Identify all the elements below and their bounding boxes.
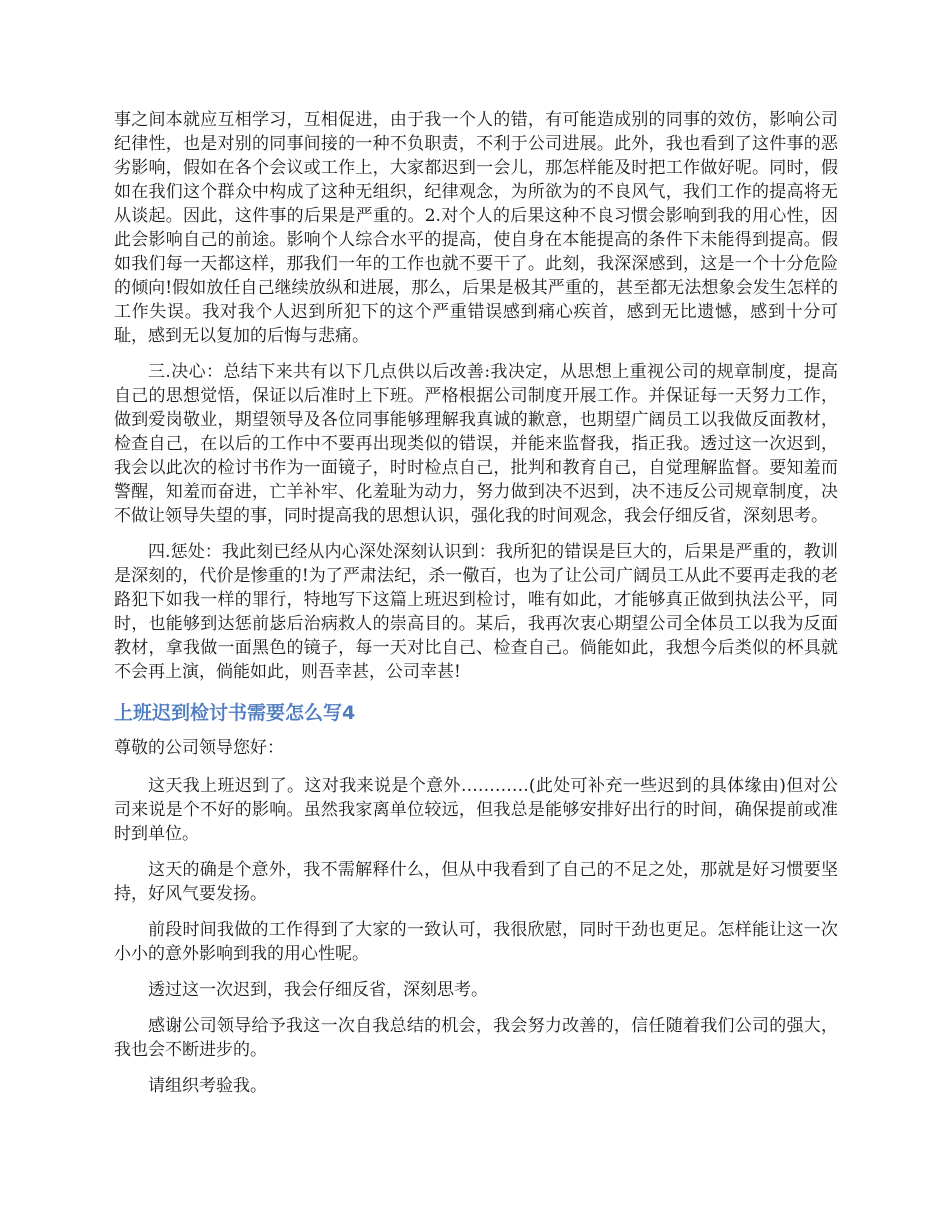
body-paragraph-2: 这天的确是个意外，我不需解释什么，但从中我看到了自己的不足之处，那就是好习惯要坚持，好风气要发扬。 (114, 860, 838, 904)
document-body (114, 108, 838, 1110)
body-paragraph-1: 这天我上班迟到了。这对我来说是个意外…………(此处可补充一些迟到的具体缘由)但对公司来说是个不好的影响。虽然我家离单位较远，但我总是能够安排好出行的时间，确保提前或准时到单位。 (114, 776, 838, 844)
body-paragraph-6: 请组织考验我。 (148, 1076, 267, 1096)
resolve-paragraph: 三.决心：总结下来共有以下几点供以后改善:我决定，从思想上重视公司的规章制度，提高自己的思想觉悟，保证以后准时上下班。严格根据公司制度开展工作。并保证每一天努力工作，做到爱岗敬业，期望领导及各位同事能够理解我真诚的歉意，也期望广阔员工以我做反面教材，检查自己，在以后的工作中不要再出现类似的错误，并能来监督我，指正我。透过这一次迟到，我会以此次的检讨书作为一面镜子，时时检点自己，批判和教育自己，自觉理解监督。要知羞而警醒，知羞而奋进，亡羊补牢、化羞耻为动力，努力做到决不迟到，决不违反公司规章制度，决不做让领导失望的事，同时提高我的思想认识，强化我的时间观念，我会仔细反省，深刻思考。 (114, 362, 838, 526)
salutation: 尊敬的公司领导您好： (114, 738, 284, 758)
section-heading: 上班迟到检讨书需要怎么写4 (114, 702, 356, 724)
body-paragraph-3: 前段时间我做的工作得到了大家的一致认可，我很欣慰，同时干劲也更足。怎样能让这一次小小的意外影响到我的用心性呢。 (114, 920, 838, 964)
body-paragraph-5: 感谢公司领导给予我这一次自我总结的机会，我会努力改善的，信任随着我们公司的强大，我也会不断进步的。 (114, 1016, 838, 1060)
intro-paragraph: 事之间本就应互相学习，互相促进，由于我一个人的错，有可能造成别的同事的效仿，影响公司纪律性，也是对别的同事间接的一种不负职责，不利于公司进展。此外，我也看到了这件事的恶劣影响，假如在各个会议或工作上，大家都迟到一会儿，那怎样能及时把工作做好呢。同时，假如在我们这个群众中构成了这种无组织，纪律观念，为所欲为的不良风气，我们工作的提高将无从谈起。因此，这件事的后果是严重的。2.对个人的后果这种不良习惯会影响到我的用心性，因此会影响自己的前途。影响个人综合水平的提高，使自身在本能提高的条件下未能得到提高。假如我们每一天都这样，那我们一年的工作也就不要干了。此刻，我深深感到，这是一个十分危险的倾向!假如放任自己继续放纵和进展，那么，后果是极其严重的，甚至都无法想象会发生怎样的工作失误。我对我个人迟到所犯下的这个严重错误感到痛心疾首，感到无比遗憾，感到十分可耻，感到无以复加的后悔与悲痛。 (114, 110, 838, 346)
body-paragraph-4: 透过这一次迟到，我会仔细反省，深刻思考。 (148, 980, 488, 1000)
punishment-paragraph: 四.惩处：我此刻已经从内心深处深刻认识到：我所犯的错误是巨大的，后果是严重的，教训是深刻的，代价是惨重的!为了严肃法纪，杀一儆百，也为了让公司广阔员工从此不要再走我的老路犯下如我一样的罪行，特地写下这篇上班迟到检讨，唯有如此，才能够真正做到执法公平，同时，也能够到达惩前毖后治病救人的崇高目的。某后，我再次衷心期望公司全体员工以我为反面教材，拿我做一面黑色的镜子，每一天对比自己、检查自己。倘能如此，我想今后类似的杯具就不会再上演，倘能如此，则吾幸甚，公司幸甚! (114, 542, 838, 682)
